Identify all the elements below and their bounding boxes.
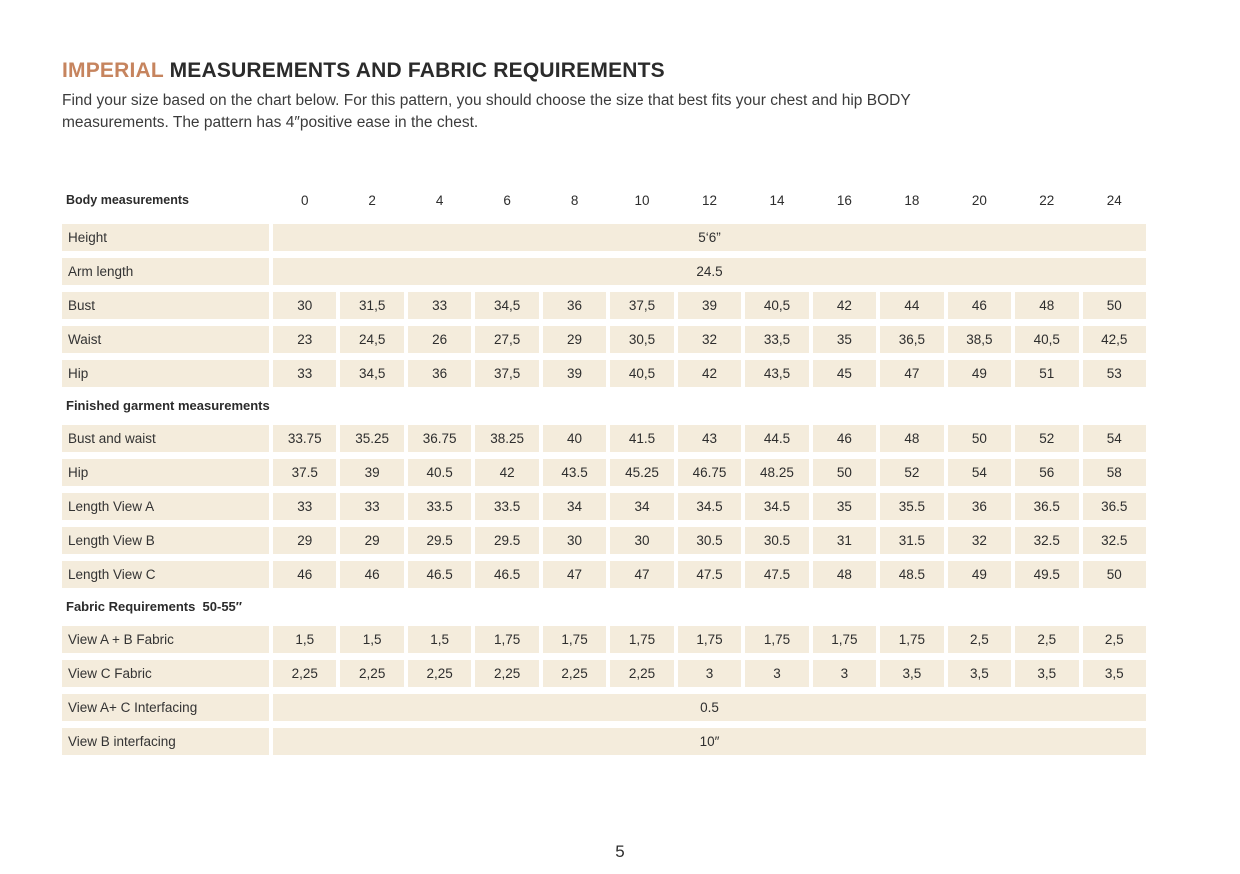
row-value: 3 xyxy=(813,660,876,687)
row-value: 44 xyxy=(880,292,943,319)
row-value: 41.5 xyxy=(610,425,673,452)
row-value: 36.5 xyxy=(1083,493,1146,520)
row-value: 35.25 xyxy=(340,425,403,452)
table-row xyxy=(62,326,1146,353)
row-value: 37.5 xyxy=(273,459,336,486)
row-value: 48.5 xyxy=(880,561,943,588)
row-label: Arm length xyxy=(62,258,269,285)
row-value: 42,5 xyxy=(1083,326,1146,353)
row-value: 45 xyxy=(813,360,876,387)
row-value: 1,5 xyxy=(273,626,336,653)
row-value: 37,5 xyxy=(610,292,673,319)
row-value: 29.5 xyxy=(475,527,538,554)
row-value: 46 xyxy=(273,561,336,588)
size-column-header: 14 xyxy=(769,192,785,208)
row-value: 36.5 xyxy=(1015,493,1078,520)
intro-line-1: Find your size based on the chart below. For this pattern, you should choose the size that best fits your chest and hip BODY xyxy=(62,92,911,110)
row-value: 2,5 xyxy=(1083,626,1146,653)
row-value: 46 xyxy=(340,561,403,588)
row-label: View A+ C Interfacing xyxy=(62,694,269,721)
table-row xyxy=(62,728,1146,755)
row-value: 43.5 xyxy=(543,459,606,486)
row-value: 3,5 xyxy=(1015,660,1078,687)
row-value: 36 xyxy=(948,493,1011,520)
row-span-value: 10″ xyxy=(273,728,1146,755)
row-value: 2,25 xyxy=(408,660,471,687)
row-value: 33 xyxy=(408,292,471,319)
row-value: 32.5 xyxy=(1015,527,1078,554)
row-value: 1,5 xyxy=(340,626,403,653)
row-value: 48 xyxy=(813,561,876,588)
table-header-row xyxy=(62,188,1146,212)
size-column-header: 4 xyxy=(435,192,444,208)
row-value: 34,5 xyxy=(340,360,403,387)
row-value: 2,25 xyxy=(543,660,606,687)
row-label: View B interfacing xyxy=(62,728,269,755)
row-value: 49.5 xyxy=(1015,561,1078,588)
row-value: 39 xyxy=(340,459,403,486)
row-value: 23 xyxy=(273,326,336,353)
size-table xyxy=(62,188,1146,755)
size-column-header: 20 xyxy=(971,192,987,208)
row-value: 3,5 xyxy=(880,660,943,687)
row-value: 32.5 xyxy=(1083,527,1146,554)
intro-text xyxy=(62,90,1178,134)
row-value: 53 xyxy=(1083,360,1146,387)
row-value: 47 xyxy=(610,561,673,588)
row-value: 54 xyxy=(948,459,1011,486)
row-value: 1,75 xyxy=(475,626,538,653)
page-title-rest: MEASUREMENTS AND FABRIC REQUIREMENTS xyxy=(163,59,665,82)
table-row xyxy=(62,258,1146,285)
row-value: 2,25 xyxy=(273,660,336,687)
table-row xyxy=(62,493,1146,520)
table-row xyxy=(62,626,1146,653)
row-value: 33.5 xyxy=(408,493,471,520)
row-value: 49 xyxy=(948,360,1011,387)
row-value: 24,5 xyxy=(340,326,403,353)
intro-line-2: measurements. The pattern has 4″positive ease in the chest. xyxy=(62,114,479,132)
row-label: Height xyxy=(62,224,269,251)
row-value: 47 xyxy=(880,360,943,387)
row-value: 27,5 xyxy=(475,326,538,353)
row-label: Bust xyxy=(62,292,269,319)
row-value: 33.5 xyxy=(475,493,538,520)
row-value: 30 xyxy=(273,292,336,319)
table-section-row xyxy=(62,595,1146,618)
row-value: 40.5 xyxy=(408,459,471,486)
row-value: 34 xyxy=(610,493,673,520)
table-row xyxy=(62,360,1146,387)
row-span-value: 5‘6” xyxy=(273,224,1146,251)
row-label: Length View C xyxy=(62,561,269,588)
row-value: 3,5 xyxy=(1083,660,1146,687)
row-value: 35.5 xyxy=(880,493,943,520)
size-column-header: 18 xyxy=(904,192,920,208)
row-value: 50 xyxy=(1083,561,1146,588)
row-value: 36,5 xyxy=(880,326,943,353)
row-value: 29 xyxy=(340,527,403,554)
row-value: 30 xyxy=(610,527,673,554)
row-value: 2,5 xyxy=(1015,626,1078,653)
row-value: 46.5 xyxy=(408,561,471,588)
row-value: 3,5 xyxy=(948,660,1011,687)
row-value: 34.5 xyxy=(745,493,808,520)
row-value: 30.5 xyxy=(678,527,741,554)
row-value: 49 xyxy=(948,561,1011,588)
row-value: 30.5 xyxy=(745,527,808,554)
row-value: 38,5 xyxy=(948,326,1011,353)
row-value: 40,5 xyxy=(745,292,808,319)
page-title xyxy=(62,58,1178,83)
size-column-header: 10 xyxy=(634,192,650,208)
row-value: 33.75 xyxy=(273,425,336,452)
size-column-header: 24 xyxy=(1106,192,1122,208)
table-row xyxy=(62,694,1146,721)
row-label: View C Fabric xyxy=(62,660,269,687)
row-value: 34 xyxy=(543,493,606,520)
row-value: 33 xyxy=(273,493,336,520)
table-row xyxy=(62,224,1146,251)
row-value: 42 xyxy=(475,459,538,486)
size-column-header: 8 xyxy=(570,192,579,208)
table-row xyxy=(62,660,1146,687)
row-value: 2,25 xyxy=(610,660,673,687)
row-value: 50 xyxy=(948,425,1011,452)
row-value: 37,5 xyxy=(475,360,538,387)
row-value: 50 xyxy=(813,459,876,486)
row-label: Waist xyxy=(62,326,269,353)
row-value: 46.5 xyxy=(475,561,538,588)
row-value: 1,75 xyxy=(813,626,876,653)
row-value: 43 xyxy=(678,425,741,452)
table-row xyxy=(62,459,1146,486)
row-value: 33,5 xyxy=(745,326,808,353)
row-value: 58 xyxy=(1083,459,1146,486)
row-value: 29 xyxy=(273,527,336,554)
row-value: 40 xyxy=(543,425,606,452)
row-label: Bust and waist xyxy=(62,425,269,452)
row-value: 29.5 xyxy=(408,527,471,554)
row-value: 1,75 xyxy=(880,626,943,653)
row-value: 38.25 xyxy=(475,425,538,452)
page-number: 5 xyxy=(615,842,625,861)
row-value: 2,25 xyxy=(340,660,403,687)
row-value: 48.25 xyxy=(745,459,808,486)
row-value: 56 xyxy=(1015,459,1078,486)
row-value: 39 xyxy=(543,360,606,387)
size-column-header: 16 xyxy=(836,192,852,208)
row-value: 52 xyxy=(1015,425,1078,452)
table-row xyxy=(62,527,1146,554)
row-value: 45.25 xyxy=(610,459,673,486)
row-value: 42 xyxy=(678,360,741,387)
row-value: 34.5 xyxy=(678,493,741,520)
row-value: 1,5 xyxy=(408,626,471,653)
size-column-header: 22 xyxy=(1039,192,1055,208)
row-value: 1,75 xyxy=(678,626,741,653)
row-span-value: 0.5 xyxy=(273,694,1146,721)
table-row xyxy=(62,292,1146,319)
row-value: 46.75 xyxy=(678,459,741,486)
row-value: 32 xyxy=(678,326,741,353)
row-span-value: 24.5 xyxy=(273,258,1146,285)
row-value: 50 xyxy=(1083,292,1146,319)
size-column-header: 0 xyxy=(300,192,309,208)
row-value: 35 xyxy=(813,326,876,353)
row-value: 31.5 xyxy=(880,527,943,554)
row-value: 26 xyxy=(408,326,471,353)
size-column-header: 12 xyxy=(701,192,717,208)
row-value: 36 xyxy=(408,360,471,387)
row-value: 30 xyxy=(543,527,606,554)
row-value: 1,75 xyxy=(543,626,606,653)
row-value: 47.5 xyxy=(678,561,741,588)
row-value: 47 xyxy=(543,561,606,588)
row-label: Hip xyxy=(62,459,269,486)
row-value: 48 xyxy=(880,425,943,452)
table-header-label: Body measurements xyxy=(66,193,189,208)
row-label: View A + B Fabric xyxy=(62,626,269,653)
size-column-header: 6 xyxy=(503,192,511,208)
row-value: 34,5 xyxy=(475,292,538,319)
table-section-label: Fabric Requirements 50-55″ xyxy=(66,599,243,615)
size-column-header: 2 xyxy=(368,192,376,208)
row-value: 46 xyxy=(948,292,1011,319)
row-value: 1,75 xyxy=(745,626,808,653)
row-value: 51 xyxy=(1015,360,1078,387)
row-value: 31,5 xyxy=(340,292,403,319)
page-title-accent: IMPERIAL xyxy=(62,59,164,82)
row-value: 32 xyxy=(948,527,1011,554)
row-value: 52 xyxy=(880,459,943,486)
row-value: 3 xyxy=(745,660,808,687)
row-value: 2,25 xyxy=(475,660,538,687)
row-value: 39 xyxy=(678,292,741,319)
row-value: 40,5 xyxy=(610,360,673,387)
row-value: 42 xyxy=(813,292,876,319)
row-label: Length View B xyxy=(62,527,269,554)
table-row xyxy=(62,425,1146,452)
row-value: 40,5 xyxy=(1015,326,1078,353)
row-value: 35 xyxy=(813,493,876,520)
row-value: 1,75 xyxy=(610,626,673,653)
row-value: 43,5 xyxy=(745,360,808,387)
row-label: Hip xyxy=(62,360,269,387)
row-value: 36 xyxy=(543,292,606,319)
table-row xyxy=(62,561,1146,588)
row-value: 33 xyxy=(340,493,403,520)
row-value: 54 xyxy=(1083,425,1146,452)
row-value: 33 xyxy=(273,360,336,387)
row-value: 31 xyxy=(813,527,876,554)
row-value: 48 xyxy=(1015,292,1078,319)
row-value: 47.5 xyxy=(745,561,808,588)
row-value: 3 xyxy=(678,660,741,687)
row-value: 36.75 xyxy=(408,425,471,452)
row-value: 2,5 xyxy=(948,626,1011,653)
row-label: Length View A xyxy=(62,493,269,520)
row-value: 44.5 xyxy=(745,425,808,452)
row-value: 30,5 xyxy=(610,326,673,353)
table-section-row xyxy=(62,394,1146,417)
row-value: 46 xyxy=(813,425,876,452)
table-section-label: Finished garment measurements xyxy=(66,398,270,414)
row-value: 29 xyxy=(543,326,606,353)
